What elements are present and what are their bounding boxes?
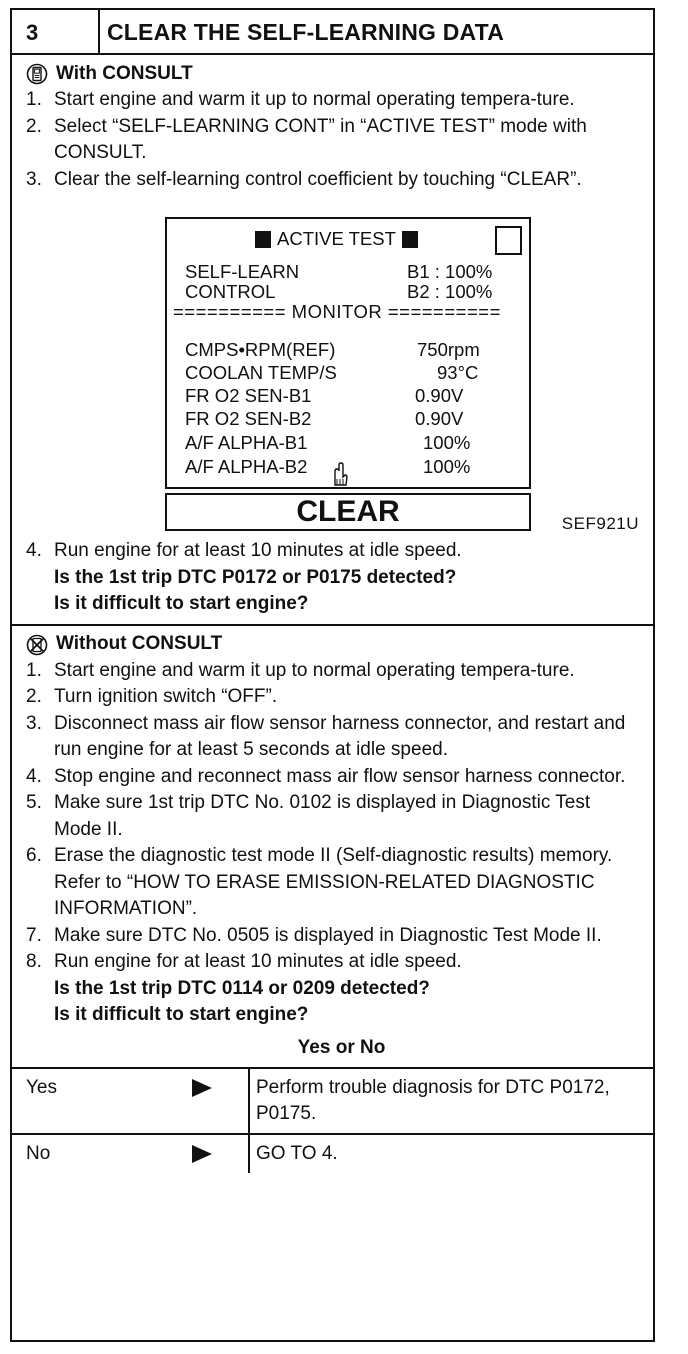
screen-corner-box [495, 226, 522, 255]
list-item [26, 114, 653, 167]
screen-title-text: ACTIVE TEST [277, 228, 396, 249]
answer-no: No [26, 1142, 51, 1164]
step-index: 3. [26, 712, 42, 734]
screen-row [185, 261, 505, 283]
screen-row [185, 432, 505, 454]
monitor-separator: ========== MONITOR ========== [173, 301, 501, 322]
step-text: Erase the diagnostic test mode II (Self-diagnostic results) memory. Refer to “HOW TO ERASE EMISSION-RELATED DIAGNOSTIC INFORMATION”. [54, 845, 613, 919]
step-text: Make sure 1st trip DTC No. 0102 is displayed in Diagnostic Test Mode II. [54, 792, 591, 840]
without-consult-heading [26, 632, 653, 658]
step-index: 1. [26, 659, 42, 681]
decision-label: Yes or No [297, 1036, 386, 1058]
row-value: 100% [423, 456, 471, 477]
question: Is it difficult to start engine? [54, 1004, 309, 1025]
row-value: 750rpm [417, 339, 480, 360]
row-value: 100% [423, 432, 471, 453]
step-text: Start engine and warm it up to normal operating tempera-ture. [54, 659, 575, 681]
consult-screen [165, 217, 531, 489]
consult-tool-icon [26, 63, 48, 85]
screen-row [185, 408, 505, 430]
step-text: Make sure DTC No. 0505 is displayed in Diagnostic Test Mode II. [54, 924, 602, 946]
list-item [26, 949, 653, 976]
row-value: B2 : 100% [407, 281, 493, 302]
with-consult-steps [26, 87, 653, 193]
without-consult-steps [26, 658, 653, 976]
list-item [26, 684, 653, 711]
figure-code: SEF921U [561, 514, 639, 533]
row-label: SELF-LEARN [185, 261, 300, 282]
list-item [26, 790, 653, 843]
row-label: CONTROL [185, 281, 276, 302]
row-value: 93°C [437, 362, 479, 383]
question: Is it difficult to start engine? [54, 593, 309, 614]
list-item [26, 711, 653, 764]
action-no: GO TO 4. [256, 1142, 338, 1164]
step-text: Disconnect mass air flow sensor harness connector, and restart and run engine for at least 5 seconds at idle speed. [54, 712, 626, 760]
row-label: COOLAN TEMP/S [185, 362, 337, 383]
list-item [26, 658, 653, 685]
answer-row-yes [12, 1067, 653, 1133]
action-yes: Perform trouble diagnosis for DTC P0172, P0175. [256, 1076, 610, 1124]
step-index: 2. [26, 686, 42, 707]
step-text: Turn ignition switch “OFF”. [54, 686, 278, 707]
clear-button[interactable]: CLEAR [165, 493, 531, 531]
list-item [26, 923, 653, 950]
list-item [26, 843, 653, 923]
without-consult-section [12, 626, 653, 1029]
step-index: 1. [26, 89, 42, 110]
list-item [26, 764, 653, 791]
row-label: A/F ALPHA-B1 [185, 432, 308, 453]
screen-row [185, 362, 505, 384]
question: Is the 1st trip DTC 0114 or 0209 detected? [54, 977, 430, 999]
step-text: Select “SELF-LEARNING CONT” in “ACTIVE TEST” mode with CONSULT. [54, 115, 587, 163]
step-index: 4. [26, 540, 42, 561]
procedure-frame [10, 8, 655, 1342]
row-value: 0.90V [415, 408, 464, 429]
consult-screen-figure [26, 193, 653, 548]
row-label: FR O2 SEN-B1 [185, 385, 312, 406]
step-text: Stop engine and reconnect mass air flow sensor harness connector. [54, 765, 626, 787]
question: Is the 1st trip DTC P0172 or P0175 detected? [54, 566, 457, 588]
step-index: 8. [26, 951, 42, 972]
with-consult-section [12, 55, 653, 618]
row-label: FR O2 SEN-B2 [185, 408, 312, 429]
step-text: Start engine and warm it up to normal operating tempera-ture. [54, 89, 575, 110]
row-value: B1 : 100% [407, 261, 493, 282]
screen-title [249, 228, 424, 250]
arrow-right-icon [192, 1145, 212, 1163]
touch-finger-icon [330, 461, 348, 492]
screen-row [185, 339, 505, 361]
step-text: Run engine for at least 10 minutes at idle speed. [54, 540, 462, 561]
step-index: 5. [26, 792, 42, 813]
screen-row [185, 281, 505, 303]
answer-yes: Yes [26, 1076, 57, 1098]
list-item [26, 87, 653, 114]
with-consult-heading [26, 61, 653, 87]
answer-cell [12, 1069, 250, 1133]
step-index: 2. [26, 115, 42, 137]
block-marker-icon [402, 231, 418, 248]
row-label: CMPS•RPM(REF) [185, 339, 336, 360]
row-label: A/F ALPHA-B2 [185, 456, 308, 477]
row-value: 0.90V [415, 385, 464, 406]
step-index: 4. [26, 765, 42, 787]
step-number: 3 [12, 10, 100, 53]
step-title: CLEAR THE SELF-LEARNING DATA [107, 19, 505, 45]
step-text: Run engine for at least 10 minutes at idle speed. [54, 951, 462, 972]
block-marker-icon [255, 231, 271, 248]
step-index: 7. [26, 924, 42, 946]
list-item [26, 167, 653, 194]
no-consult-icon [26, 634, 48, 656]
step-header [12, 10, 653, 55]
answer-cell [12, 1135, 250, 1173]
step-text: Clear the self-learning control coefficient by touching “CLEAR”. [54, 168, 582, 190]
screen-row [185, 385, 505, 407]
arrow-right-icon [192, 1079, 212, 1097]
step-index: 3. [26, 168, 42, 190]
with-consult-label: With CONSULT [56, 62, 193, 84]
step-index: 6. [26, 845, 42, 866]
answer-row-no [12, 1133, 653, 1173]
without-consult-label: Without CONSULT [56, 633, 223, 655]
